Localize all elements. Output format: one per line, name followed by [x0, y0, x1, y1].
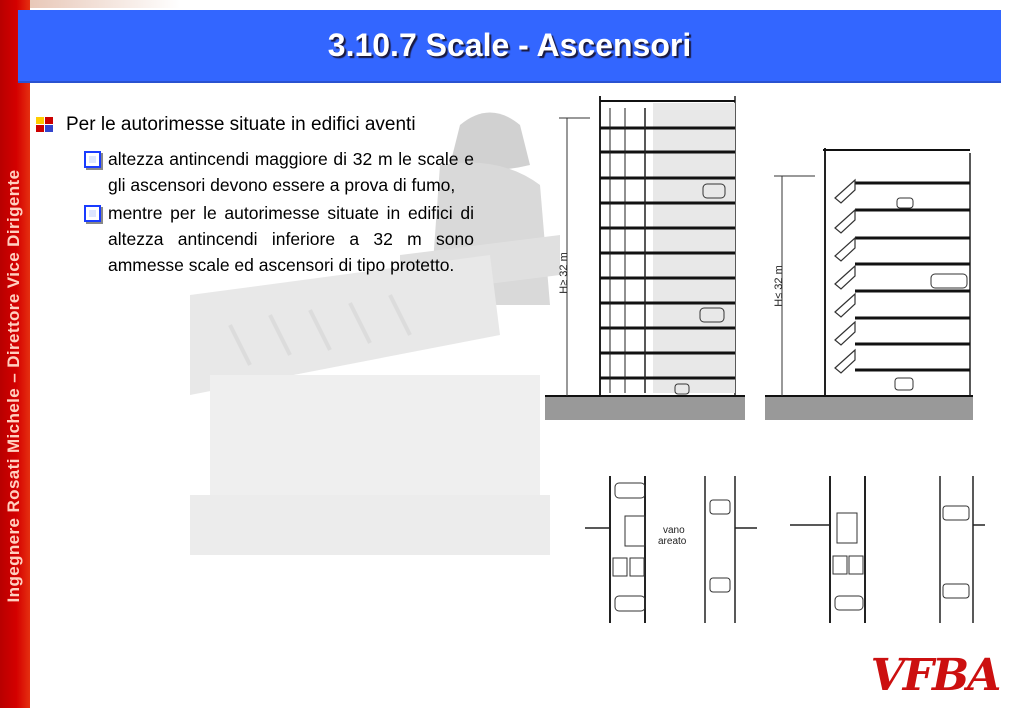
- bullet-content: [36, 112, 474, 280]
- square-bullet-icon: [36, 117, 53, 132]
- right-floor-plan: [790, 476, 985, 623]
- left-section-drawing: [545, 96, 745, 420]
- slide-title: 3.10.7 Scale - Ascensori: [327, 27, 692, 63]
- sub-bullet-1: [36, 146, 474, 198]
- building-section-drawings: [545, 88, 985, 640]
- left-floor-plan: [585, 476, 757, 623]
- sidebar-author-text: Ingegnere Rosati Michele – Direttore Vice Dirigente: [4, 169, 23, 603]
- vvf-logo-text: VFBA: [870, 650, 1000, 701]
- main-bullet-text: Per le autorimesse situate in edifici aventi: [66, 114, 416, 135]
- svg-text:areato: areato: [658, 536, 687, 547]
- svg-text:vano: vano: [663, 525, 685, 536]
- sub-bullet-1-text: altezza antincendi maggiore di 32 m le scale e gli ascensori devono essere a prova di fumo,: [108, 149, 474, 195]
- checkbox-bullet-icon: [84, 151, 101, 168]
- sub-bullet-2-text: mentre per le autorimesse situate in edifici di altezza antincendi inferiore a 32 m sono ammesse scale ed ascensori di tipo protetto.: [108, 203, 474, 275]
- top-decor-stripe: [30, 0, 180, 8]
- vvf-logo: [860, 648, 1010, 703]
- sidebar-bar: [0, 0, 30, 708]
- sub-bullet-2: [36, 200, 474, 278]
- svg-text:H≥ 32 m: H≥ 32 m: [558, 252, 570, 294]
- right-section-drawing: [765, 148, 973, 420]
- sub-bullet-list: [36, 146, 474, 278]
- checkbox-bullet-icon: [84, 205, 101, 222]
- title-bar: [18, 10, 1001, 83]
- svg-text:H≤ 32 m: H≤ 32 m: [773, 265, 785, 307]
- main-bullet: [36, 112, 474, 138]
